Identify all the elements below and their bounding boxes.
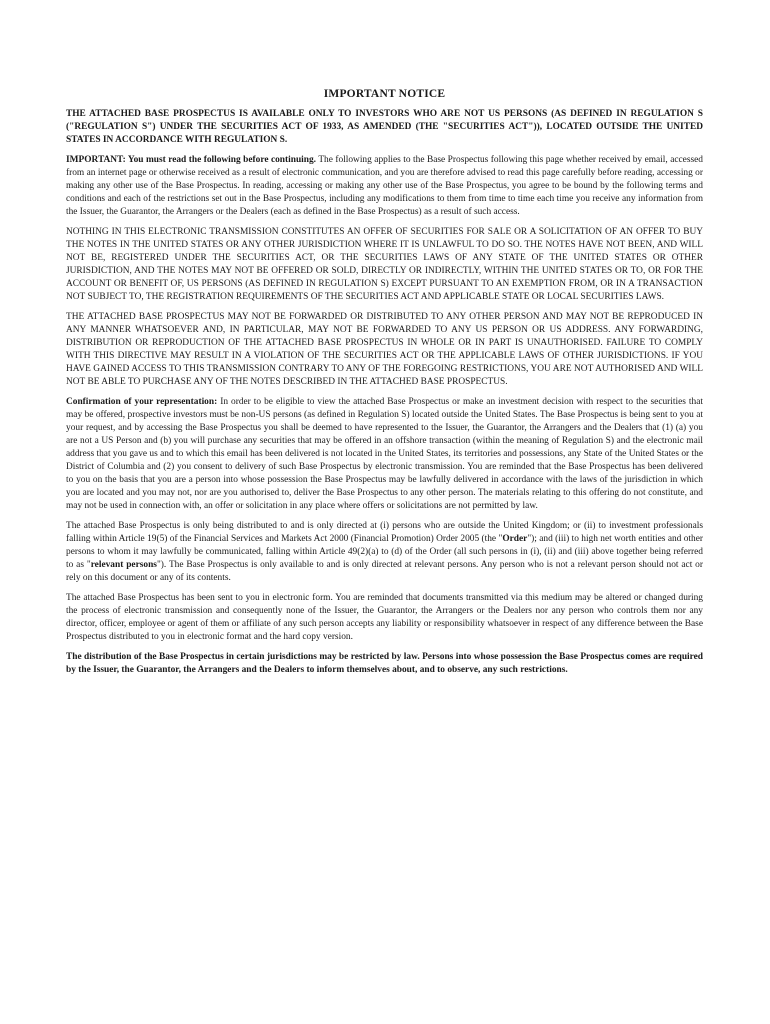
page-title: IMPORTANT NOTICE: [323, 88, 446, 100]
important-text: The following applies to the Base Prospectus following this page whether received by email, accessed from an internet page or otherwise received as a result of electronic communication, and you are therefore advised to read this page carefully before reading, accessing or making any other use of the Base Prospectus. In reading, accessing or making any other use of the Base Prospectus, you agree to be bound by the following terms and conditions and each of the restrictions set out in the Base Prospectus, including any modifications to them from time to time each time you receive any information from the Issuer, the Guarantor, the Arrangers or the Dealers (each as defined in the Base Prospectus) as a result of such access.: [66, 155, 703, 217]
no-offer-paragraph: NOTHING IN THIS ELECTRONIC TRANSMISSION CONSTITUTES AN OFFER OF SECURITIES FOR SALE OR A SOLICITATION OF AN OFFER TO BUY THE NOTES IN THE UNITED STATES OR ANY OTHER JURISDICTION WHERE IT IS UNLAWFUL TO DO SO. THE NOTES HAVE NOT BEEN, AND WILL NOT BE, REGISTERED UNDER THE SECURITIES ACT, OR THE SECURITIES LAWS OF ANY STATE OF THE UNITED STATES OR OTHER JURISDICTION, AND THE NOTES MAY NOT BE OFFERED OR SOLD, DIRECTLY OR INDIRECTLY, WITHIN THE UNITED STATES OR TO, OR FOR THE ACCOUNT OR BENEFIT OF, US PERSONS (AS DEFINED IN REGULATION S) EXCEPT PURSUANT TO AN EXEMPTION FROM, OR IN A TRANSACTION NOT SUBJECT TO, THE REGISTRATION REQUIREMENTS OF THE SECURITIES ACT AND APPLICABLE STATE OR LOCAL SECURITIES LAWS.: [66, 227, 703, 302]
electronic-form-paragraph: The attached Base Prospectus has been sent to you in electronic form. You are reminded that documents transmitted via this medium may be altered or changed during the process of electronic transmission and consequently none of the Issuer, the Guarantor, the Arrangers or the Dealers nor any person who controls them nor any director, officer, employee or agent of them or affiliate of any such person accepts any liability or responsibility whatsoever in respect of any difference between the Base Prospectus distributed to you in electronic format and the hard copy version.: [66, 593, 703, 642]
distribution-paragraph: [66, 520, 703, 585]
relevant-persons-term: relevant persons: [90, 560, 157, 570]
restriction-paragraph: The distribution of the Base Prospectus in certain jurisdictions may be restricted by law. Persons into whose possession the Base Prospectus comes are required by the Issuer, the Guarantor, the Arrangers and the Dealers to inform themselves about, and to observe, any such restrictions.: [66, 652, 703, 675]
notice-page: [66, 88, 703, 684]
confirmation-text: In order to be eligible to view the attached Base Prospectus or make an investment decision with respect to the securities that may be offered, prospective investors must be non-US persons (as defined in Regulation S) located outside the United States. The Base Prospectus is being sent to you at your request, and by accessing the Base Prospectus you shall be deemed to have represented to the Issuer, the Guarantor, the Arrangers and the Dealers that (1) (a) you are not a US Person and (b) you will purchase any securities that may be offered in an offshore transaction (within the meaning of Regulation S) and the electronic mail address that you gave us and to which this email has been delivered is not located in the United States, its territories and possessions, any State of the United States or the District of Columbia and (2) you consent to delivery of such Base Prospectus by electronic transmission. You are reminded that the Base Prospectus has been delivered to you on the basis that you are a person into whose possession the Base Prospectus may be lawfully delivered in accordance with the laws of the jurisdiction in which you are located and you may not, nor are you authorised to, deliver the Base Prospectus to any other person. The materials relating to this offering do not constitute, and may not be used in connection with, an offer or solicitation in any place where offers or solicitations are not permitted by law.: [66, 397, 703, 511]
distribution-text-a: The attached Base Prospectus is only being distributed to and is only directed at (i) persons who are outside the United Kingdom; or (ii) to investment professionals falling within Article 19(5) of the Financial Services and Markets Act 2000 (Financial Promotion) Order 2005 (the ": [66, 521, 703, 544]
confirmation-paragraph: [66, 396, 703, 513]
availability-paragraph: THE ATTACHED BASE PROSPECTUS IS AVAILABLE ONLY TO INVESTORS WHO ARE NOT US PERSONS (AS DEFINED IN REGULATION S ("REGULATION S") UNDER THE SECURITIES ACT OF 1933, AS AMENDED (THE "SECURITIES ACT")), LOCATED OUTSIDE THE UNITED STATES IN ACCORDANCE WITH REGULATION S.: [66, 109, 703, 145]
distribution-text-c: "); and (iii) to high net worth entities and other persons to whom it may lawfully be communicated, falling within Article 49(2)(a) to (d) of the Order (all such persons in (i), (ii) and (iii) above together being referred to as ": [66, 534, 704, 570]
confirmation-lead: Confirmation of your representation:: [66, 397, 218, 407]
order-term: Order: [502, 534, 528, 544]
important-lead: IMPORTANT: You must read the following before continuing.: [66, 155, 317, 165]
important-paragraph: [66, 154, 703, 219]
no-forwarding-paragraph: THE ATTACHED BASE PROSPECTUS MAY NOT BE FORWARDED OR DISTRIBUTED TO ANY OTHER PERSON AND MAY NOT BE REPRODUCED IN ANY MANNER WHATSOEVER AND, IN PARTICULAR, MAY NOT BE FORWARDED TO ANY US PERSON OR US ADDRESS. ANY FORWARDING, DISTRIBUTION OR REPRODUCTION OF THE ATTACHED BASE PROSPECTUS IN WHOLE OR IN PART IS UNAUTHORISED. FAILURE TO COMPLY WITH THIS DIRECTIVE MAY RESULT IN A VIOLATION OF THE SECURITIES ACT OR THE APPLICABLE LAWS OF OTHER JURISDICTIONS. IF YOU HAVE GAINED ACCESS TO THIS TRANSMISSION CONTRARY TO ANY OF THE FOREGOING RESTRICTIONS, YOU ARE NOT AUTHORISED AND WILL NOT BE ABLE TO PURCHASE ANY OF THE NOTES DESCRIBED IN THE ATTACHED BASE PROSPECTUS.: [66, 312, 703, 387]
distribution-text-e: "). The Base Prospectus is only available to and is only directed at relevant persons. Any person who is not a relevant person should not act or rely on this document or any of its contents.: [66, 560, 703, 583]
